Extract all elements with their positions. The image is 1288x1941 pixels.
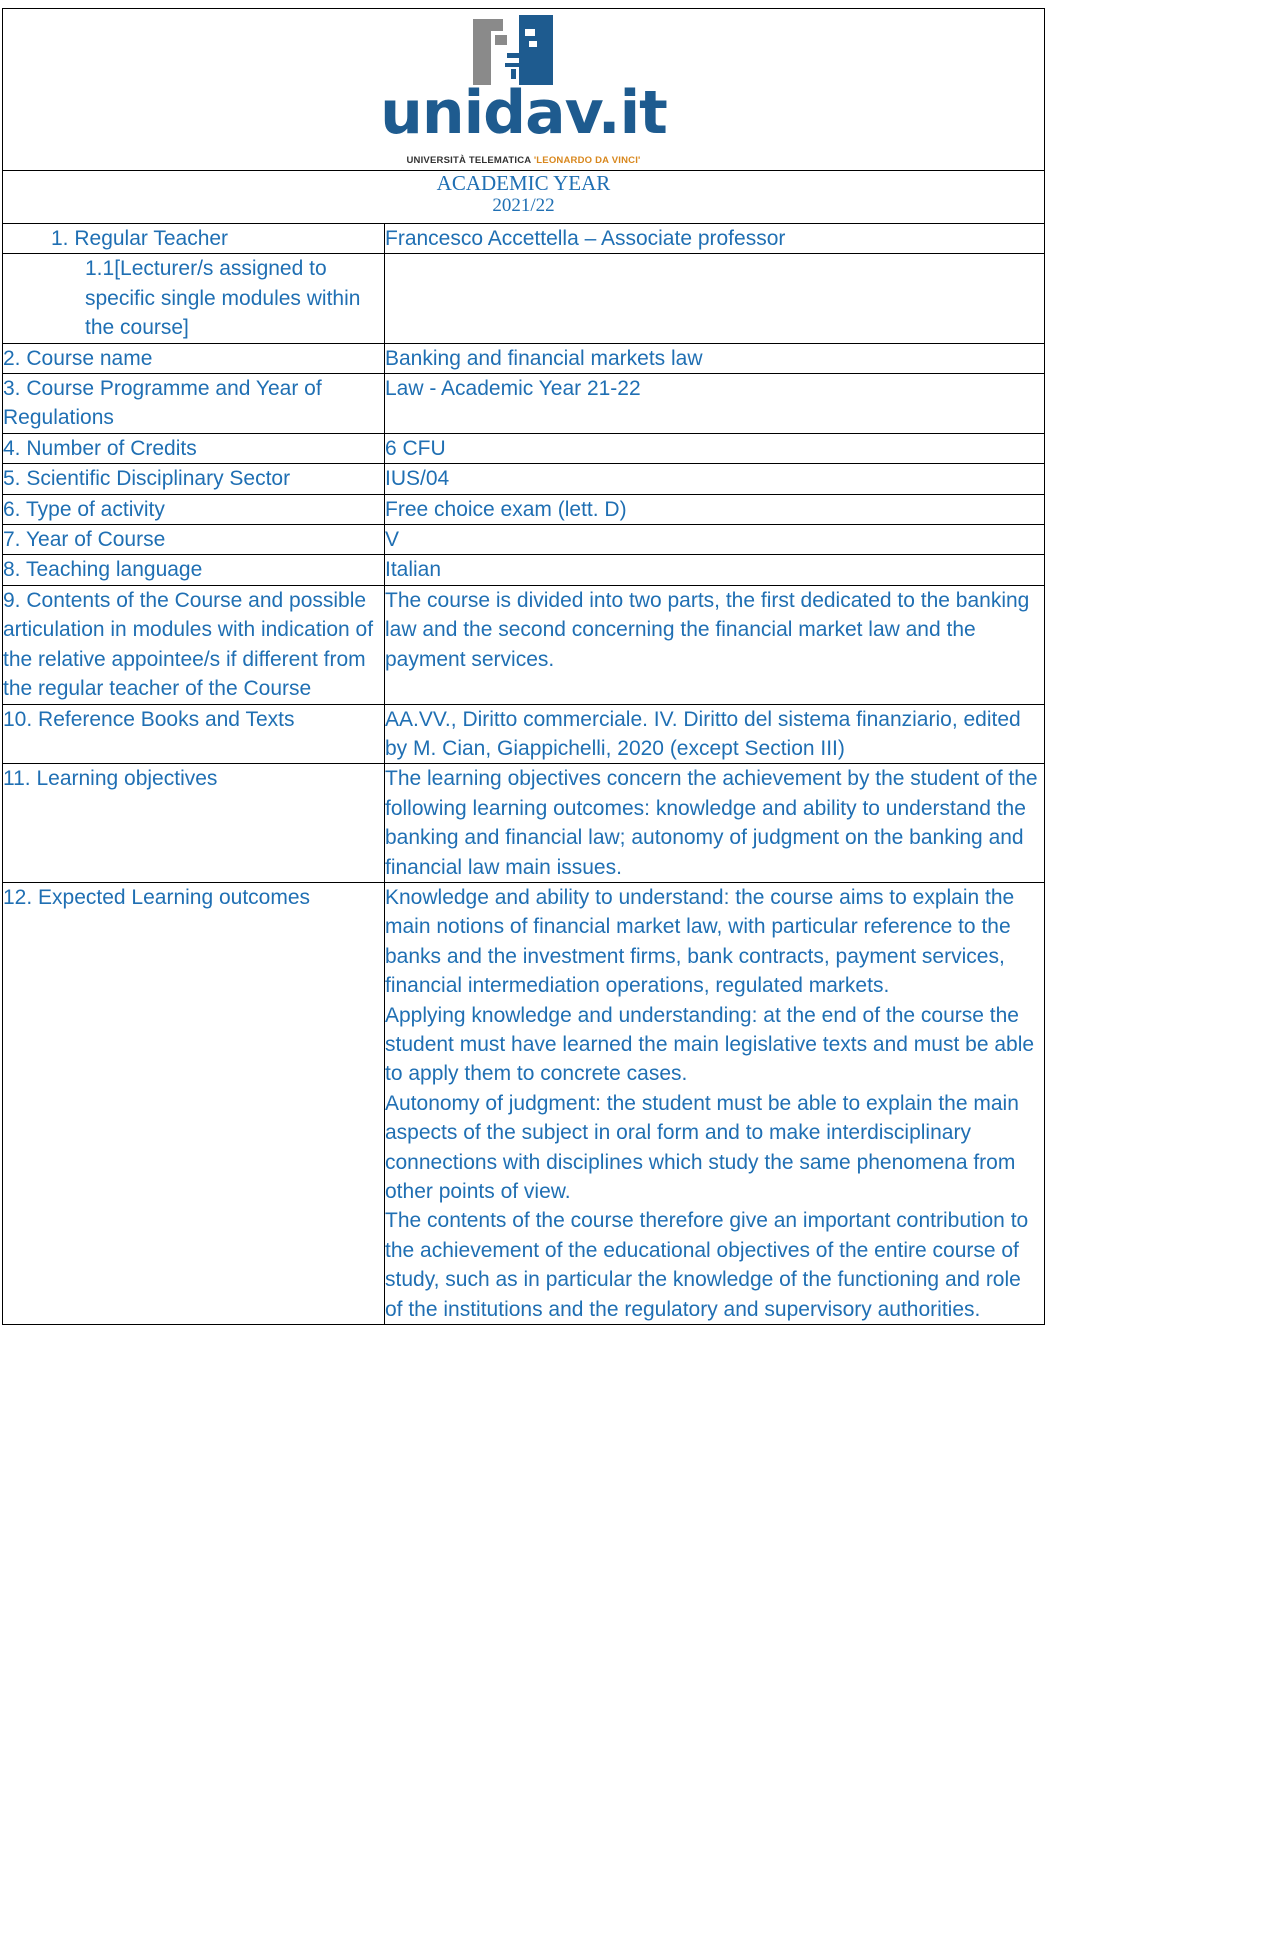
row-expected-outcomes bbox=[3, 882, 1045, 1324]
row-activity-type bbox=[3, 494, 1045, 524]
academic-year-label: ACADEMIC YEAR bbox=[436, 171, 611, 195]
row-sector bbox=[3, 464, 1045, 494]
row-label: 11. Learning objectives bbox=[3, 764, 385, 883]
logo-cell bbox=[3, 9, 1045, 171]
row-credits bbox=[3, 433, 1045, 463]
row-value: Law - Academic Year 21-22 bbox=[385, 374, 1045, 434]
academic-year-row bbox=[3, 171, 1045, 224]
row-value bbox=[385, 254, 1045, 343]
row-course-name bbox=[3, 343, 1045, 373]
row-label: 8. Teaching language bbox=[3, 555, 385, 585]
row-label: 10. Reference Books and Texts bbox=[3, 704, 385, 764]
row-value: V bbox=[385, 525, 1045, 555]
row-value: Free choice exam (lett. D) bbox=[385, 494, 1045, 524]
row-value: IUS/04 bbox=[385, 464, 1045, 494]
syllabus-table bbox=[2, 8, 1045, 1325]
row-label: 1.1[Lecturer/s assigned to specific single modules within the course] bbox=[3, 254, 385, 343]
row-reference-books bbox=[3, 704, 1045, 764]
row-value: Italian bbox=[385, 555, 1045, 585]
row-course-contents bbox=[3, 585, 1045, 704]
outcome-paragraph: Autonomy of judgment: the student must be able to explain the main aspects of the subject in oral form and to make interdisciplinary connections with disciplines which study the same phenomena from other points of view. bbox=[385, 1091, 1019, 1203]
row-value: Francesco Accettella – Associate professor bbox=[385, 224, 1045, 254]
row-value: Banking and financial markets law bbox=[385, 343, 1045, 373]
row-value: AA.VV., Diritto commerciale. IV. Diritto del sistema finanziario, edited by M. Cian, Giappichelli, 2020 (except Section III) bbox=[385, 704, 1045, 764]
logo-subtitle: UNIVERSITÀ TELEMATICA 'LEONARDO DA VINCI' bbox=[406, 155, 641, 166]
row-label: 12. Expected Learning outcomes bbox=[3, 882, 385, 1324]
row-label: 9. Contents of the Course and possible articulation in modules with indication of the relative appointee/s if different from the regular teacher of the Course bbox=[3, 585, 385, 704]
row-label: 1. Regular Teacher bbox=[3, 224, 385, 254]
academic-year-cell bbox=[3, 171, 1045, 224]
logo-wordmark: unidav.it bbox=[380, 78, 667, 148]
outcome-paragraph: The contents of the course therefore give an important contribution to the achievement of the educational objectives of the entire course of study, such as in particular the knowledge of the functioning and role of the institutions and the regulatory and supervisory authorities. bbox=[385, 1209, 1029, 1321]
row-teaching-language bbox=[3, 555, 1045, 585]
academic-year-value: 2021/22 bbox=[492, 195, 555, 216]
outcome-paragraph: Knowledge and ability to understand: the course aims to explain the main notions of financial market law, with particular reference to the banks and the investment firms, bank contracts, payment services, financial intermediation operations, regulated markets. bbox=[385, 885, 1015, 998]
university-logo bbox=[3, 9, 1044, 170]
row-value: The course is divided into two parts, the first dedicated to the banking law and the second concerning the financial market law and the payment services. bbox=[385, 585, 1045, 704]
outcome-paragraph: Applying knowledge and understanding: at the end of the course the student must have learned the main legislative texts and must be able to apply them to concrete cases. bbox=[385, 1003, 1035, 1086]
row-regular-teacher bbox=[3, 224, 1045, 254]
row-lecturers bbox=[3, 254, 1045, 343]
row-year-of-course bbox=[3, 525, 1045, 555]
row-value bbox=[385, 882, 1045, 1324]
row-label: 7. Year of Course bbox=[3, 525, 385, 555]
row-value: The learning objectives concern the achievement by the student of the following learning outcomes: knowledge and ability to understand the banking and financial law; autonomy of judgment on the banking and financial law main issues. bbox=[385, 764, 1045, 883]
row-course-programme bbox=[3, 374, 1045, 434]
row-label: 6. Type of activity bbox=[3, 494, 385, 524]
row-label: 3. Course Programme and Year of Regulations bbox=[3, 374, 385, 434]
row-label: 5. Scientific Disciplinary Sector bbox=[3, 464, 385, 494]
row-label: 2. Course name bbox=[3, 343, 385, 373]
row-learning-objectives bbox=[3, 764, 1045, 883]
logo-row bbox=[3, 9, 1045, 171]
row-value: 6 CFU bbox=[385, 433, 1045, 463]
row-label: 4. Number of Credits bbox=[3, 433, 385, 463]
